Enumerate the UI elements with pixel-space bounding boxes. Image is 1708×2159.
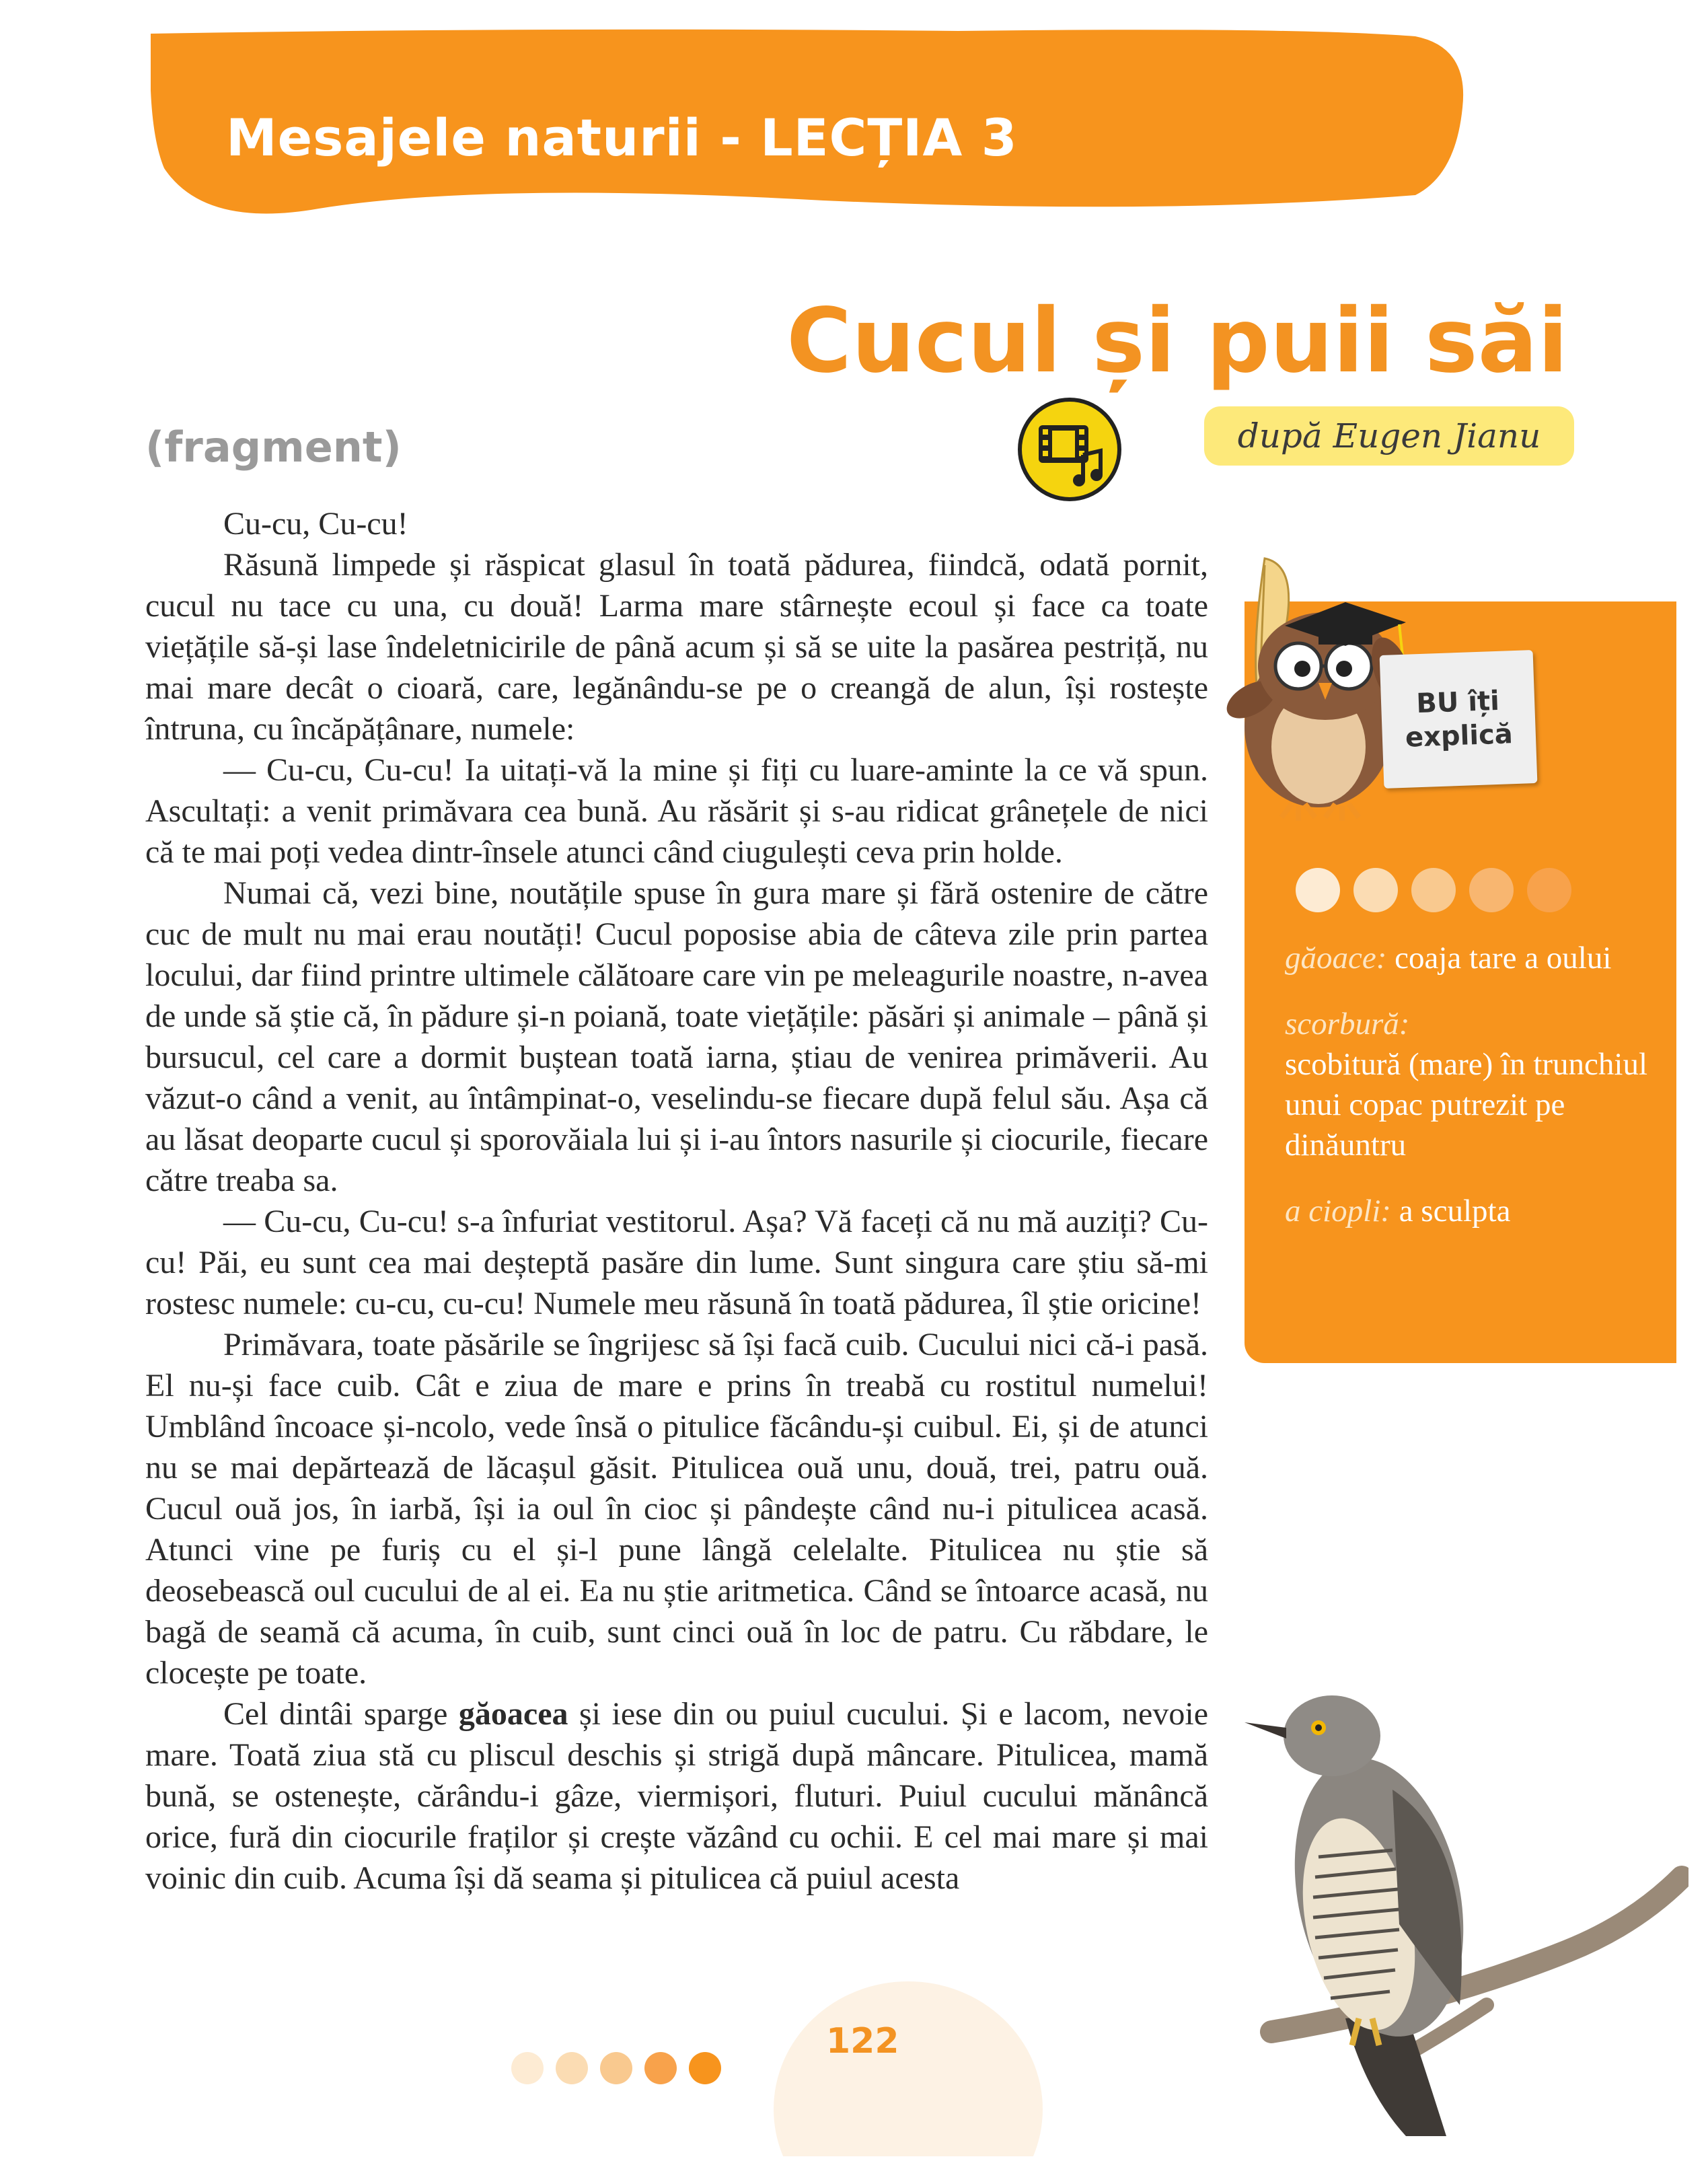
dot — [644, 2052, 677, 2084]
explain-card: BU îți explică — [1380, 650, 1538, 789]
glossary-term: a ciopli: — [1285, 1194, 1391, 1229]
paragraph: — Cu-cu, Cu-cu! Ia uitați-vă la mine și fiți cu luare-aminte la ce vă spun. Ascultați: a venit primăvara cea bună. Au răsărit și s-au ridicat grânețele de nici că te mai poți vedea dintr-însele atunci când ciugulești ceva prin holde. — [145, 752, 1208, 870]
glossary-definition: coaja tare a oului — [1386, 941, 1612, 976]
glossary-entry — [1285, 1004, 1648, 1165]
film-music-icon[interactable] — [1016, 396, 1123, 503]
dot — [1411, 868, 1456, 912]
page-number-background — [767, 1968, 1049, 2156]
cuckoo-bird-photo — [1231, 1655, 1688, 2139]
fragment-label: (fragment) — [145, 423, 402, 472]
paragraph: Răsună limpede și răspicat glasul în toată pădurea, fiindcă, odată pornit, cucul nu tace cu una, cu două! Larma mare stârnește ecoul și face ca toate viețățile să-și lase îndeletnicirile de până acum și să se uite la pasărea pestriță, nu mai mare decât o cioară, care, legănându-se pe o creangă de alun, își rostește întruna, cu încăpățânare, numele: — [145, 547, 1208, 747]
dot — [1469, 868, 1514, 912]
lesson-title: Mesajele naturii - LECȚIA 3 — [226, 108, 1018, 168]
glossary-definition: a sculpta — [1390, 1194, 1511, 1229]
glossary-term: găoace: — [1285, 941, 1387, 976]
dot — [600, 2052, 632, 2084]
glossary-term: scorbură: — [1285, 1007, 1410, 1041]
story-text — [145, 503, 1208, 1899]
glossary-definition: scobitură (mare) în trunchiul unui copac putrezit pe dinăuntru — [1285, 1047, 1648, 1163]
decorative-dots — [1296, 868, 1571, 912]
dot — [1296, 868, 1340, 912]
page-number: 122 — [826, 2021, 899, 2061]
paragraph: Cu-cu, Cu-cu! — [223, 506, 408, 542]
paragraph: Primăvara, toate păsările se îngrijesc să își facă cuib. Cucului nici că-i pasă. El nu-și face cuib. Cât e ziua de mare e prins în treabă cu rostitul numelui! Umblând încoace și-ncolo, vede însă o pitulice făcându-și cuibul. Ei, și de atunci nu se mai depărtează de lăcașul găsit. Pitulicea ouă unu, două, trei, patru ouă. Cucul ouă jos, în iarbă, își ia oul în cioc și pândește când nu-i pitulicea acasă. Atunci vine pe furiș cu el și-l pune lângă celelalte. Pitulicea nu știe să deosebească oul cucului de al ei. Ea nu știe aritmetica. Când se întoarce acasă, nu bagă de seamă că acuma, în cuib, sunt cinci ouă în loc de patru. Cu răbdare, le clocește pe toate. — [145, 1327, 1208, 1691]
story-title: Cucul și puii săi — [786, 289, 1568, 393]
dot — [689, 2052, 721, 2084]
dot — [1527, 868, 1571, 912]
paragraph-text: și iese din ou puiul cucului. Și e lacom, nevoie mare. Toată ziua stă cu pliscul deschis și strigă după mâncare. Pitulicea, mamă bună, se ostenește, cărându-i gâze, viermișori, fluturi. Puiul cucului mănâncă orice, fură din ciocurile fraților și crește văzând cu ochii. E cel mai mare și mai voinic din cuib. Acuma își dă seama și pitulicea că puiul acesta — [145, 1696, 1209, 1896]
glossary-term-highlight: găoacea — [458, 1696, 568, 1732]
glossary-entry — [1285, 938, 1648, 978]
dot — [1353, 868, 1398, 912]
paragraph: Numai că, vezi bine, noutățile spuse în gura mare și fără ostenire de către cuc de mult nu mai erau noutăți! Cucul poposise abia de câteva zile prin partea locului, dar fiind printre ultimele călătoare care vin pe meleagurile noastre, n-avea de unde să știe că, în pădure și-n poiană, toate viețățile: păsări și animale – până și bursucul, cel care a dormit buștean toată iarna, știau de venirea primăverii. Au văzut-o când a venit, au întâmpinat-o, veselindu-se fiecare după felul său. Așa că au lăsat deoparte cucul și sporovăiala lui și i-au întors nasurile și ciocurile, fiecare către treaba sa. — [145, 875, 1208, 1198]
glossary-entry — [1285, 1191, 1648, 1231]
paragraph: — Cu-cu, Cu-cu! s-a înfuriat vestitorul. Așa? Vă faceți că nu mă auziți? Cu-cu! Păi, eu sunt cea mai deșteptă pasăre din lume. Sunt singura care știu să-mi rostesc numele: cu-cu, cu-cu! Numele meu răsună în toată pădurea, îl știe oricine! — [145, 1204, 1208, 1321]
paragraph-text: Cel dintâi sparge — [223, 1696, 459, 1732]
glossary-list — [1285, 938, 1648, 1257]
dot — [556, 2052, 588, 2084]
footer-dots — [511, 2052, 721, 2084]
paragraph-last — [145, 1693, 1208, 1899]
dot — [511, 2052, 544, 2084]
author-label: după Eugen Jianu — [1204, 406, 1574, 466]
